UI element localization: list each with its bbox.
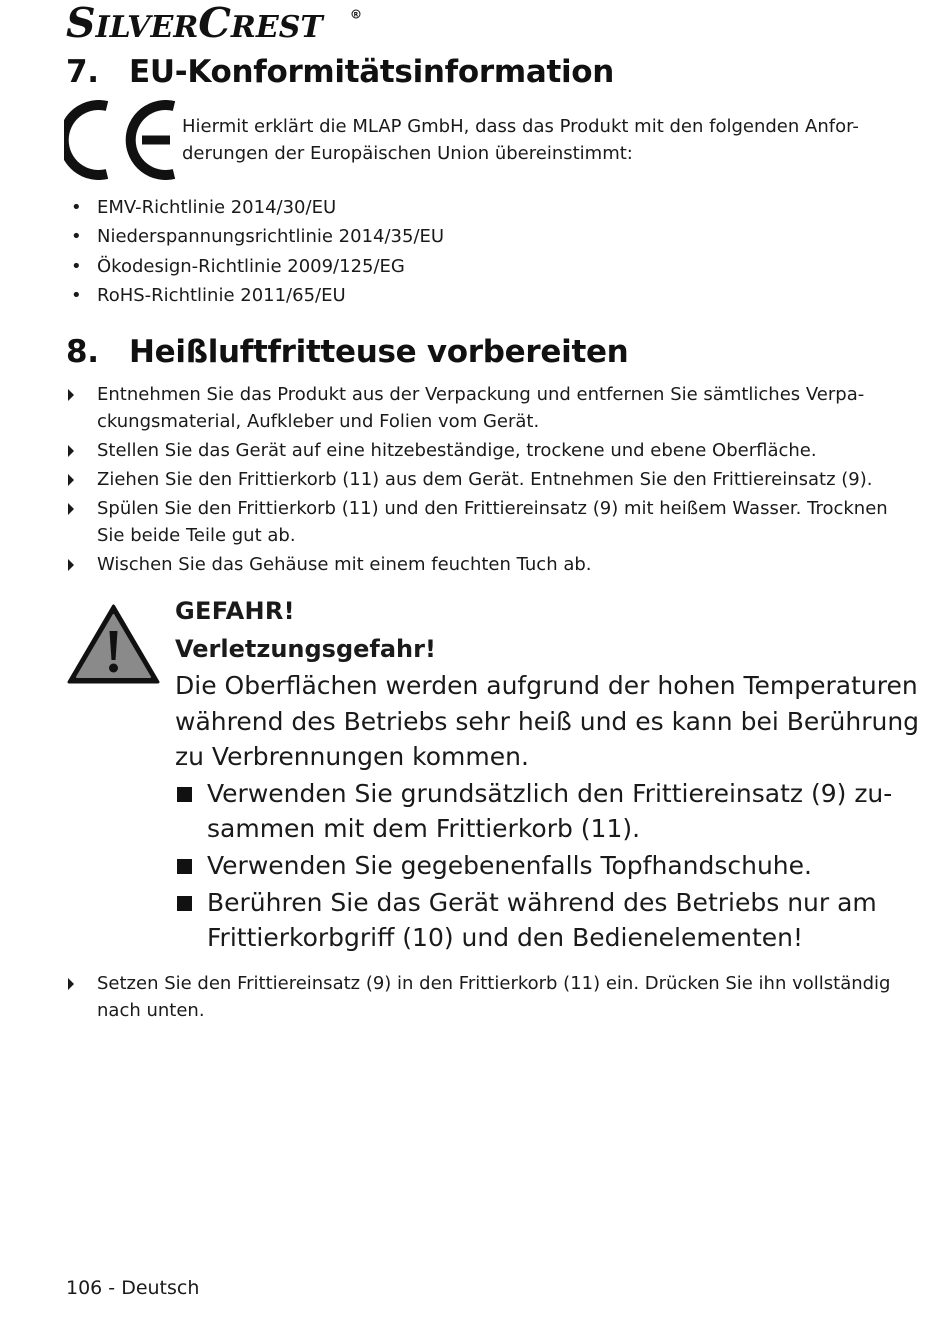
step-item: Entnehmen Sie das Produkt aus der Verpackung und entfernen Sie sämtliches Verpa- ckungsmaterial, Aufkleber und Folien vom Gerät. xyxy=(66,381,896,435)
warning-body: Die Oberflächen werden aufgrund der hohen Temperaturen während des Betriebs sehr heiß und es kann bei Berührung zu Verbrennungen kommen. xyxy=(175,671,920,772)
step-item: Spülen Sie den Frittierkorb (11) und den Frittiereinsatz (9) mit heißem Wasser. Trocknen Sie beide Teile gut ab. xyxy=(66,495,896,549)
warning-item: Verwenden Sie gegebenenfalls Topfhandschuhe. xyxy=(175,848,895,884)
arrow-bullet-icon xyxy=(68,445,74,457)
arrow-bullet-icon xyxy=(68,474,74,486)
ce-declaration-line: Hiermit erklärt die MLAP GmbH, dass das Produkt mit den folgenden Anfor- xyxy=(182,116,859,137)
section-8-heading xyxy=(66,334,628,370)
arrow-bullet-icon xyxy=(68,503,74,515)
arrow-bullet-icon xyxy=(68,559,74,571)
warning-triangle-icon xyxy=(66,603,161,685)
arrow-bullet-icon xyxy=(68,978,74,990)
section-7-number: 7. xyxy=(66,54,99,90)
warning-item: Berühren Sie das Gerät während des Betriebs nur am Frittierkorbgriff (10) und den Bedienelementen! xyxy=(175,885,895,956)
step-item: Wischen Sie das Gehäuse mit einem feuchten Tuch ab. xyxy=(66,551,896,578)
silvercrest-logo xyxy=(66,2,366,44)
warning-item: Verwenden Sie grundsätzlich den Frittiereinsatz (9) zu- sammen mit dem Frittierkorb (11). xyxy=(175,776,895,847)
step-item: Setzen Sie den Frittiereinsatz (9) in den Frittierkorb (11) ein. Drücken Sie ihn vollständig nach unten. xyxy=(66,970,896,1024)
step-item: Stellen Sie das Gerät auf eine hitzebeständige, trockene und ebene Oberfläche. xyxy=(66,437,896,464)
directive-item: • EMV-Richtlinie 2014/30/EU xyxy=(66,193,444,222)
directive-item: • Ökodesign-Richtlinie 2009/125/EG xyxy=(66,252,444,281)
step-item: Ziehen Sie den Frittierkorb (11) aus dem Gerät. Entnehmen Sie den Frittiereinsatz (9). xyxy=(66,466,896,493)
warning-title: GEFAHR! xyxy=(175,597,295,625)
section-7-heading xyxy=(66,54,614,90)
ce-declaration xyxy=(182,113,882,167)
danger-warning-block xyxy=(175,592,920,956)
warning-subtitle: Verletzungsgefahr! xyxy=(175,635,436,663)
square-bullet-icon xyxy=(177,859,192,874)
section-7-title: EU-Konformitätsinformation xyxy=(129,54,615,90)
svg-text:R: R xyxy=(353,11,359,19)
square-bullet-icon xyxy=(177,896,192,911)
arrow-bullet-icon xyxy=(68,389,74,401)
ce-declaration-line: derungen der Europäischen Union übereinstimmt: xyxy=(182,143,633,164)
ce-mark-icon xyxy=(64,100,179,180)
svg-text:SILVERCREST: SILVERCREST xyxy=(66,2,323,44)
step-list xyxy=(66,381,896,580)
directive-item: • Niederspannungsrichtlinie 2014/35/EU xyxy=(66,222,444,251)
square-bullet-icon xyxy=(177,787,192,802)
page-footer: 106 - Deutsch xyxy=(66,1277,200,1299)
section-8-title: Heißluftfritteuse vorbereiten xyxy=(129,334,629,370)
section-8-number: 8. xyxy=(66,334,99,370)
directive-item: • RoHS-Richtlinie 2011/65/EU xyxy=(66,281,444,310)
final-step xyxy=(66,970,896,1026)
directive-list xyxy=(66,193,444,310)
